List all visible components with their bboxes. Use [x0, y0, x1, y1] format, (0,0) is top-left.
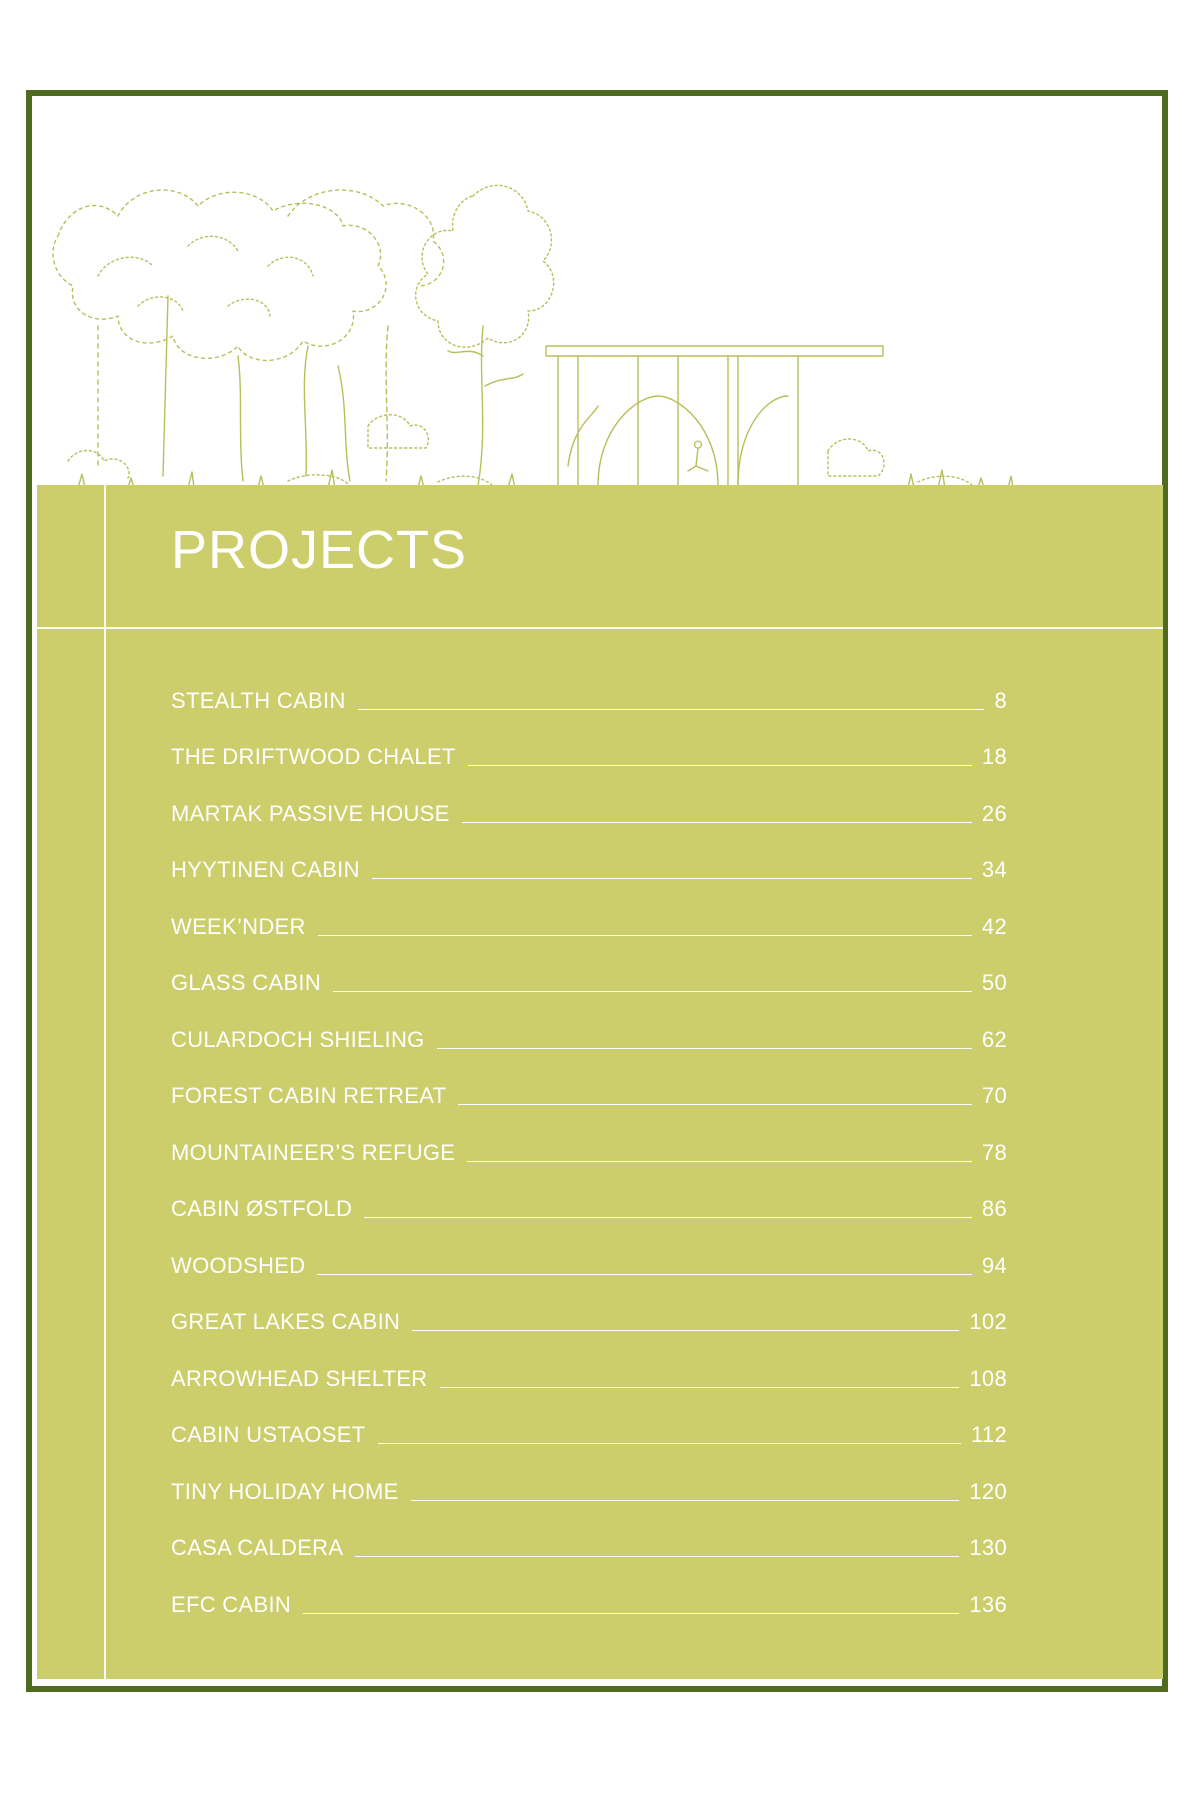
toc-entry-title: MOUNTAINEER’S REFUGE — [171, 1139, 456, 1165]
toc-leader-line — [303, 1613, 959, 1614]
toc-entry-title: MARTAK PASSIVE HOUSE — [171, 800, 450, 826]
toc-leader-line — [355, 1556, 959, 1557]
toc-entry-page-number: 112 — [971, 1422, 1007, 1447]
toc-entry-title: GLASS CABIN — [171, 970, 322, 995]
horizontal-rule — [37, 627, 1163, 629]
toc-entry-title: EFC CABIN — [171, 1591, 292, 1617]
toc-entry-page-number: 70 — [981, 1083, 1007, 1108]
toc-entry[interactable] — [171, 1563, 1007, 1620]
toc-entry-title: FOREST CABIN RETREAT — [171, 1083, 447, 1108]
toc-entry-title: CABIN USTAOSET — [171, 1422, 366, 1447]
toc-entry-title: ARROWHEAD SHELTER — [171, 1365, 428, 1391]
toc-entry-title: GREAT LAKES CABIN — [171, 1309, 401, 1334]
toc-entry-page-number: 26 — [981, 800, 1007, 826]
toc-entry[interactable] — [171, 1111, 1007, 1168]
toc-entry[interactable] — [171, 1394, 1007, 1451]
toc-entry-title: CULARDOCH SHIELING — [171, 1026, 425, 1052]
toc-entry-page-number: 130 — [969, 1535, 1007, 1560]
toc-entry[interactable] — [171, 716, 1007, 773]
page-frame — [26, 90, 1168, 1692]
toc-entry-page-number: 62 — [981, 1026, 1007, 1052]
toc-entry[interactable] — [171, 942, 1007, 999]
toc-leader-line — [468, 765, 972, 766]
toc-entry-title: HYYTINEN CABIN — [171, 857, 360, 882]
toc-leader-line — [364, 1217, 972, 1218]
toc-entry-page-number: 8 — [994, 687, 1007, 713]
contents-panel — [37, 485, 1163, 1679]
toc-entry[interactable] — [171, 1055, 1007, 1112]
toc-entry-page-number: 42 — [981, 913, 1007, 939]
toc-leader-line — [411, 1500, 960, 1501]
toc-entry-page-number: 78 — [981, 1139, 1007, 1165]
forest-cabin-illustration-icon — [38, 126, 1038, 516]
toc-entry[interactable] — [171, 885, 1007, 942]
toc-entry-page-number: 86 — [981, 1196, 1007, 1221]
section-title: PROJECTS — [171, 520, 468, 580]
toc-leader-line — [458, 1104, 972, 1105]
toc-leader-line — [372, 878, 972, 879]
toc-entry-title: TINY HOLIDAY HOME — [171, 1478, 399, 1504]
toc-leader-line — [317, 1274, 972, 1275]
toc-leader-line — [333, 991, 972, 992]
toc-entry-page-number: 94 — [981, 1252, 1007, 1278]
toc-entry[interactable] — [171, 659, 1007, 716]
toc-entry-title: STEALTH CABIN — [171, 687, 346, 713]
toc-entry[interactable] — [171, 829, 1007, 886]
toc-leader-line — [467, 1161, 972, 1162]
toc-leader-line — [412, 1330, 959, 1331]
toc-leader-line — [437, 1048, 972, 1049]
toc-entry-title: THE DRIFTWOOD CHALET — [171, 744, 456, 769]
toc-entry[interactable] — [171, 1224, 1007, 1281]
toc-entry[interactable] — [171, 1507, 1007, 1564]
toc-entry[interactable] — [171, 772, 1007, 829]
toc-leader-line — [462, 822, 972, 823]
toc-entry-title: CABIN ØSTFOLD — [171, 1196, 353, 1221]
toc-leader-line — [318, 935, 972, 936]
toc-entry[interactable] — [171, 1337, 1007, 1394]
table-of-contents — [171, 659, 1007, 1620]
toc-entry-title: WOODSHED — [171, 1252, 306, 1278]
toc-entry-page-number: 50 — [981, 970, 1007, 995]
toc-entry-page-number: 120 — [969, 1478, 1007, 1504]
toc-leader-line — [440, 1387, 960, 1388]
toc-entry-page-number: 102 — [969, 1309, 1007, 1334]
toc-entry-title: CASA CALDERA — [171, 1535, 344, 1560]
toc-leader-line — [378, 1443, 962, 1444]
toc-entry[interactable] — [171, 1450, 1007, 1507]
toc-entry-page-number: 34 — [981, 857, 1007, 882]
vertical-rule — [104, 485, 106, 1679]
toc-entry-page-number: 108 — [969, 1365, 1007, 1391]
toc-entry-title: WEEK’NDER — [171, 913, 306, 939]
toc-entry[interactable] — [171, 1281, 1007, 1338]
toc-entry-page-number: 18 — [981, 744, 1007, 769]
toc-entry[interactable] — [171, 1168, 1007, 1225]
toc-leader-line — [358, 709, 985, 710]
toc-entry-page-number: 136 — [969, 1591, 1007, 1617]
toc-entry[interactable] — [171, 998, 1007, 1055]
